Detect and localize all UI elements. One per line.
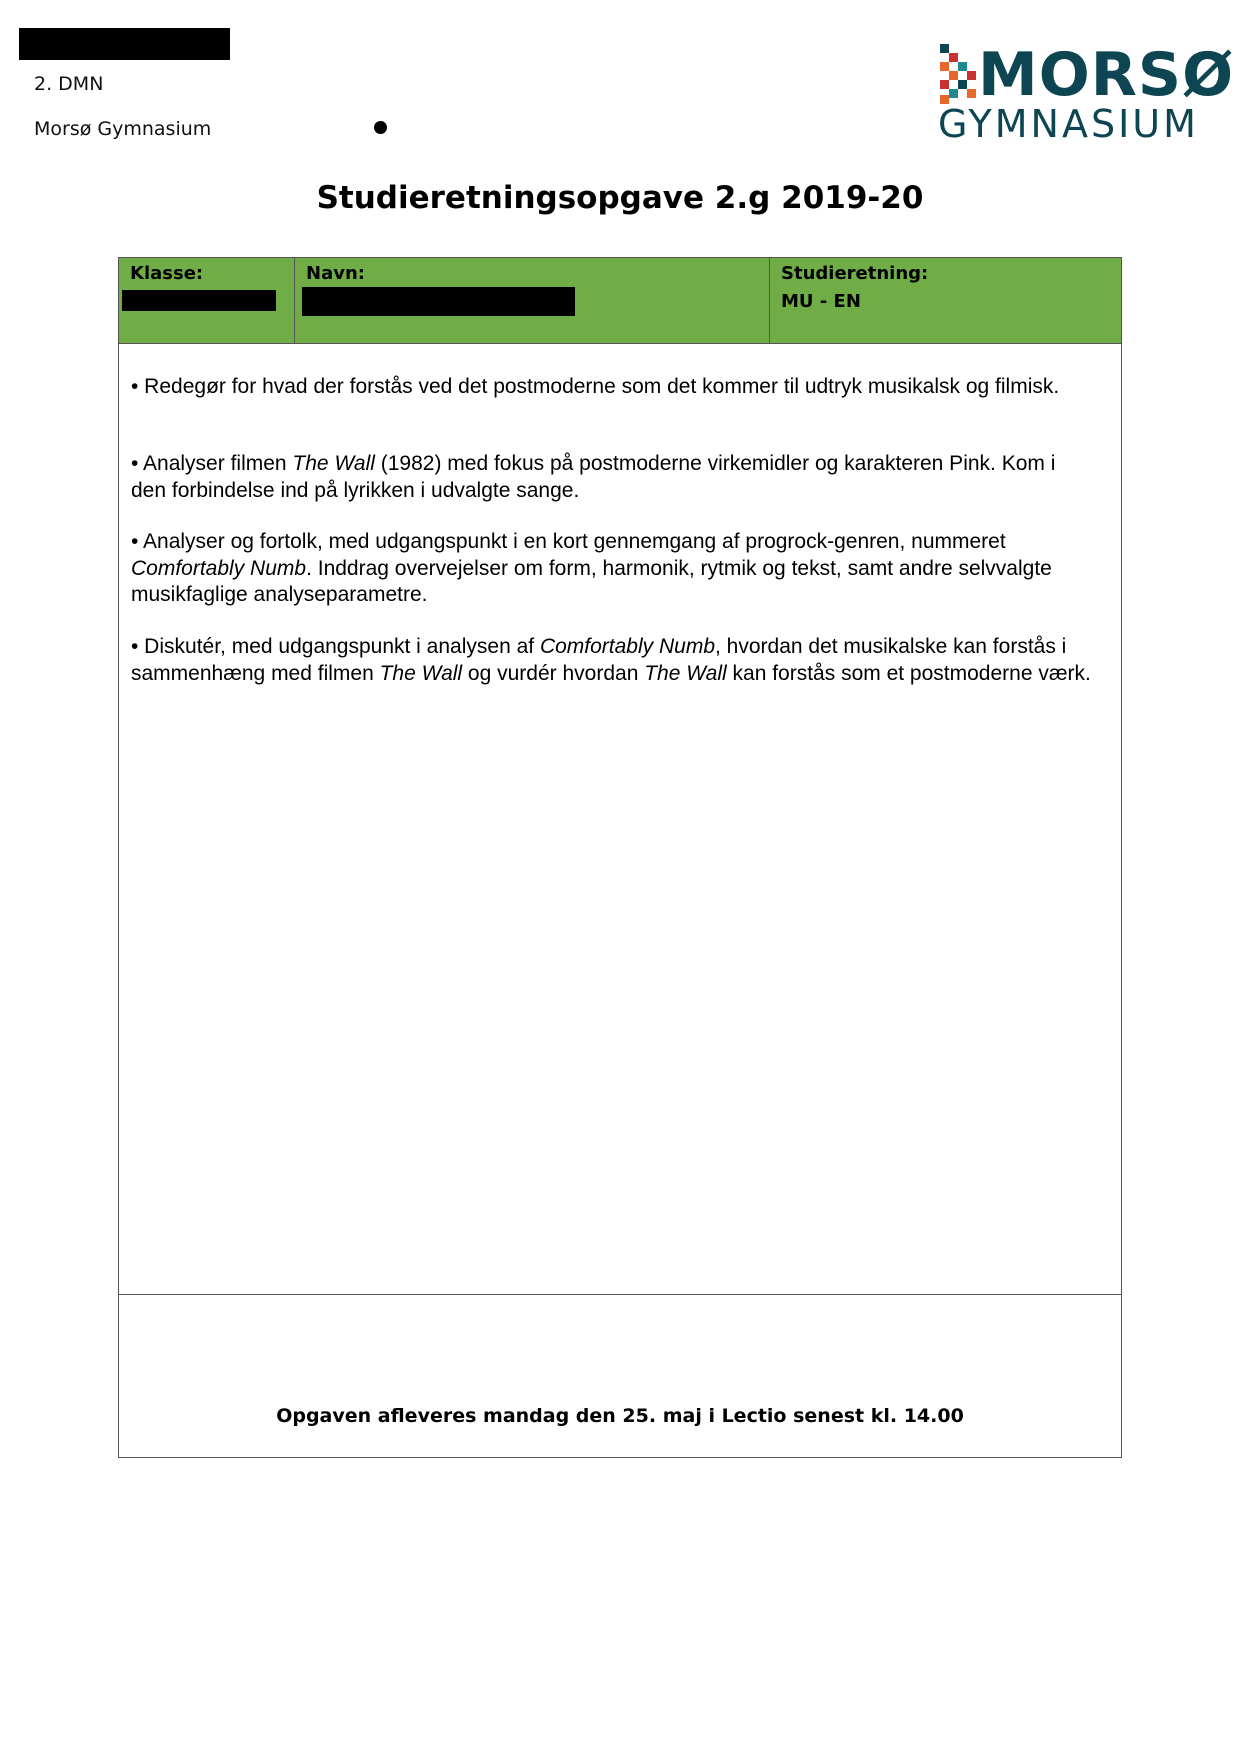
studieretning-value: MU - EN: [781, 291, 861, 312]
tasks-cell: [119, 344, 1121, 1295]
school-logo: [936, 40, 1235, 150]
song-title: Comfortably Numb: [131, 556, 307, 580]
school-name: Morsø Gymnasium: [34, 118, 212, 140]
task-text: • Diskutér, med udgangspunkt i analysen af: [131, 635, 540, 658]
task-3: [131, 529, 1091, 609]
deadline-cell: [119, 1295, 1121, 1457]
task-text: . Inddrag overvejelser om form, harmonik, rytmik og tekst, samt andre selvvalgte musikfaglige analyseparametre.: [131, 556, 1052, 606]
song-title: Comfortably Numb: [539, 635, 715, 658]
task-text: (1982) med fokus på postmoderne virkemidler og karakteren Pink. Kom i den forbindelse ind på lyrikken i udvalgte sange.: [131, 452, 1056, 502]
page-title: Studieretningsopgave 2.g 2019-20: [316, 180, 924, 216]
redacted-klasse: [122, 290, 276, 311]
deadline-text: Opgaven afleveres mandag den 25. maj i Lectio senest kl. 14.00: [276, 1405, 964, 1427]
task-text: , hvordan det musikalske kan forstås i sammenhæng med filmen: [131, 635, 1067, 685]
redacted-navn: [302, 287, 575, 316]
film-title: The Wall: [379, 661, 463, 685]
info-row: [119, 258, 1121, 344]
film-title: The Wall: [292, 452, 375, 475]
task-4: [131, 634, 1091, 687]
task-1: [131, 374, 1091, 401]
klasse-cell: [119, 258, 295, 343]
assignment-table: [118, 257, 1122, 1458]
studieretning-label: Studieretning:: [781, 263, 929, 284]
film-title: The Wall: [644, 661, 727, 685]
task-text: • Redegør for hvad der forstås ved det postmoderne som det kommer til udtryk musikalsk og filmisk.: [131, 375, 1060, 398]
redacted-name-block: [19, 28, 230, 60]
task-text: og vurdér hvordan: [462, 661, 645, 685]
logo-line2: GYMNASIUM: [938, 102, 1199, 146]
task-2: [131, 451, 1091, 504]
logo-line1: MORSØ: [978, 40, 1235, 110]
task-text: • Analyser og fortolk, med udgangspunkt i en kort gennemgang af progrock-genren, nummeret: [131, 530, 1006, 553]
navn-cell: [295, 258, 770, 343]
studieretning-cell: [770, 258, 1121, 343]
klasse-label: Klasse:: [130, 263, 204, 284]
task-text: kan forstås som et postmoderne værk.: [726, 661, 1091, 685]
bullet-dot: [374, 121, 387, 134]
navn-label: Navn:: [306, 263, 365, 284]
class-code: 2. DMN: [34, 73, 104, 95]
task-text: • Analyser filmen: [131, 452, 293, 475]
